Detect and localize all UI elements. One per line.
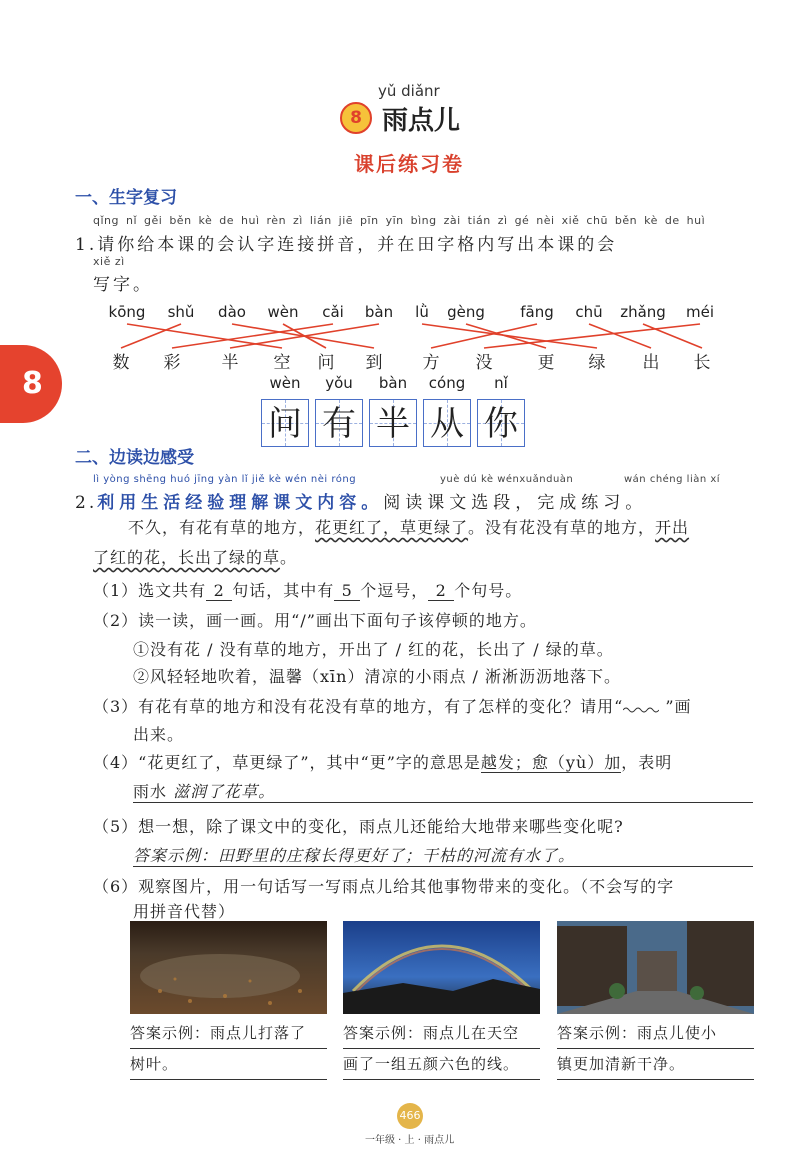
tianzige-box[interactable] <box>369 399 417 447</box>
q2-pinyin-c: wán chéng liàn xí <box>624 474 721 485</box>
passage-wavy: 花更红了，草更绿了 <box>315 518 469 537</box>
part1 <box>93 578 522 601</box>
written-char: 有 <box>322 404 356 444</box>
pinyin-item: cǎi <box>322 303 344 321</box>
caption-2 <box>343 1018 540 1080</box>
write-pinyin: yǒu <box>325 374 353 392</box>
q2-question <box>75 488 647 513</box>
hanzi-item: 半 <box>221 353 239 373</box>
chapter-side-tab: 8 <box>0 345 62 423</box>
book-info: 一年级 · 上 · 雨点儿 <box>365 1135 455 1146</box>
hanzi-item: 空 <box>273 353 291 373</box>
p1-text: 个句号。 <box>454 581 523 600</box>
caption-line: 镇更加清新干净。 <box>557 1049 754 1080</box>
pinyin-item: kōng <box>108 303 146 321</box>
p4-text: ，表明 <box>621 753 673 772</box>
passage-wavy: 开出 <box>655 518 690 537</box>
match-line <box>466 324 546 348</box>
q1-text-line1: 1.请你给本课的会认字连接拼音，并在田字格内写出本课的会 <box>75 235 618 255</box>
tianzige-box[interactable] <box>261 399 309 447</box>
passage-line1 <box>128 515 689 538</box>
q1-pinyin-line2: xiě zì <box>93 255 125 268</box>
match-line <box>484 324 700 348</box>
q2-pinyin-b: yuè dú kè wénxuǎnduàn <box>440 474 574 485</box>
caption-3 <box>557 1018 754 1080</box>
p4-text: 雨水 <box>133 782 168 801</box>
part3-line2: 出来。 <box>133 725 185 744</box>
p1-text: （1）选文共有 <box>93 581 207 600</box>
written-char: 半 <box>376 404 410 444</box>
photo-fallen-leaves <box>130 921 327 1014</box>
part2: （2）读一读，画一画。用“/”画出下面句子该停顿的地方。 <box>93 611 537 630</box>
lesson-title: 雨点儿 <box>382 106 461 136</box>
passage-text: 不久，有花有草的地方， <box>128 518 316 537</box>
hanzi-item: 到 <box>365 353 383 373</box>
hanzi-item: 问 <box>317 353 335 373</box>
pinyin-item: lǜ <box>415 303 429 321</box>
hanzi-item: 彩 <box>163 353 181 373</box>
photo-town-street <box>557 921 754 1014</box>
hanzi-item: 长 <box>693 353 711 373</box>
pinyin-item: shǔ <box>167 303 195 321</box>
section1-heading: 一、生字复习 <box>75 188 177 208</box>
p3-text: （3）有花有草的地方和没有花没有草的地方，有了怎样的变化？请用“ <box>93 697 624 716</box>
section2-heading: 二、边读边感受 <box>75 448 194 468</box>
q2-pinyin-a: lì yòng shēng huó jīng yàn lǐ jiě kè wén nèi róng <box>93 474 357 485</box>
wavy-line-sample <box>623 697 665 716</box>
part2-line2: ②风轻轻地吹着，温馨（xīn）清凉的小雨点 / 淅淅沥沥地落下。 <box>133 667 622 686</box>
part5-answer[interactable]: 答案示例：田野里的庄稼长得更好了；干枯的河流有水了。 <box>133 843 753 867</box>
write-pinyin: wèn <box>269 374 301 392</box>
written-char: 问 <box>268 404 302 444</box>
passage-text: 。没有花没有草的地方， <box>468 518 656 537</box>
hanzi-item: 出 <box>642 353 660 373</box>
part2-line1: ①没有花 / 没有草的地方，开出了 / 红的花，长出了 / 绿的草。 <box>133 640 614 659</box>
p4-text: （4）“花更红了，草更绿了”，其中“更”字的意思是 <box>93 753 481 772</box>
p3-text: ”画 <box>665 697 692 716</box>
q1-pinyin-line1: qǐng nǐ gěi běn kè de huì rèn zì lián jiē pīn yīn bìng zài tián zì gé nèi xiě chū běn kè de huì <box>93 214 706 227</box>
matching-lines <box>0 0 800 400</box>
hanzi-item: 更 <box>537 353 555 373</box>
write-pinyin: bàn <box>378 374 408 392</box>
part6-line2: 用拼音代替） <box>133 902 236 921</box>
q2-blue-text: 利用生活经验理解课文内容。 <box>97 493 384 513</box>
p1-answer[interactable]: 2 <box>206 581 232 601</box>
passage-line2 <box>93 545 297 568</box>
hanzi-row <box>0 348 800 372</box>
caption-1 <box>130 1018 327 1080</box>
part4 <box>93 750 672 773</box>
part6: （6）观察图片，用一句话写一写雨点儿给其他事物带来的变化。（不会写的字 <box>93 877 675 896</box>
passage-wavy: 了红的花，长出了绿的草 <box>93 548 281 567</box>
passage-text: 。 <box>280 548 298 567</box>
caption-line: 答案示例：雨点儿打落了 <box>130 1018 327 1049</box>
part3 <box>93 694 692 717</box>
hanzi-item: 数 <box>112 353 130 373</box>
hanzi-item: 绿 <box>588 353 606 373</box>
p4-answer[interactable]: 滋润了花草。 <box>173 782 276 801</box>
page-number: 466 <box>397 1103 423 1129</box>
p1-answer[interactable]: 5 <box>334 581 360 601</box>
write-pinyin-row <box>0 374 800 396</box>
tianzige-box[interactable] <box>423 399 471 447</box>
pinyin-item: méi <box>685 303 715 321</box>
written-char: 从 <box>430 404 464 444</box>
tianzige-box[interactable] <box>477 399 525 447</box>
p1-text: 个逗号， <box>360 581 429 600</box>
worksheet-subtitle: 课后练习卷 <box>354 152 464 176</box>
write-pinyin: nǐ <box>494 374 508 392</box>
p1-text: 句话，其中有 <box>232 581 335 600</box>
pinyin-item: gèng <box>447 303 485 321</box>
caption-line: 画了一组五颜六色的线。 <box>343 1049 540 1080</box>
write-pinyin: cóng <box>428 374 466 392</box>
tianzige-box[interactable] <box>315 399 363 447</box>
pinyin-item: dào <box>218 303 246 321</box>
part5: （5）想一想，除了课文中的变化，雨点儿还能给大地带来哪些变化呢? <box>93 817 624 836</box>
photo-rainbow <box>343 921 540 1014</box>
caption-line: 答案示例：雨点儿使小 <box>557 1018 754 1049</box>
q2-label: 2. <box>75 493 98 513</box>
q1-text-line2: 写字。 <box>93 275 153 295</box>
q2-rest-text: 阅读课文选段，完成练习。 <box>383 493 648 513</box>
written-char: 你 <box>484 404 518 444</box>
caption-line: 树叶。 <box>130 1049 327 1080</box>
p4-answer[interactable]: 越发；愈（yù）加 <box>480 753 622 772</box>
lesson-number-badge: 8 <box>340 102 372 134</box>
pinyin-item: bàn <box>364 303 394 321</box>
title-pinyin: yǔ diǎnr <box>378 82 440 100</box>
pinyin-item: fāng <box>520 303 554 321</box>
pinyin-item: chū <box>575 303 603 321</box>
pinyin-item: zhǎng <box>620 303 666 321</box>
pinyin-item: wèn <box>267 303 299 321</box>
wavy-mark <box>623 706 659 714</box>
caption-line: 答案示例：雨点儿在天空 <box>343 1018 540 1049</box>
hanzi-item: 方 <box>422 353 440 373</box>
p1-answer[interactable]: 2 <box>428 581 454 601</box>
hanzi-item: 没 <box>475 353 493 373</box>
part4-line2 <box>133 779 753 803</box>
